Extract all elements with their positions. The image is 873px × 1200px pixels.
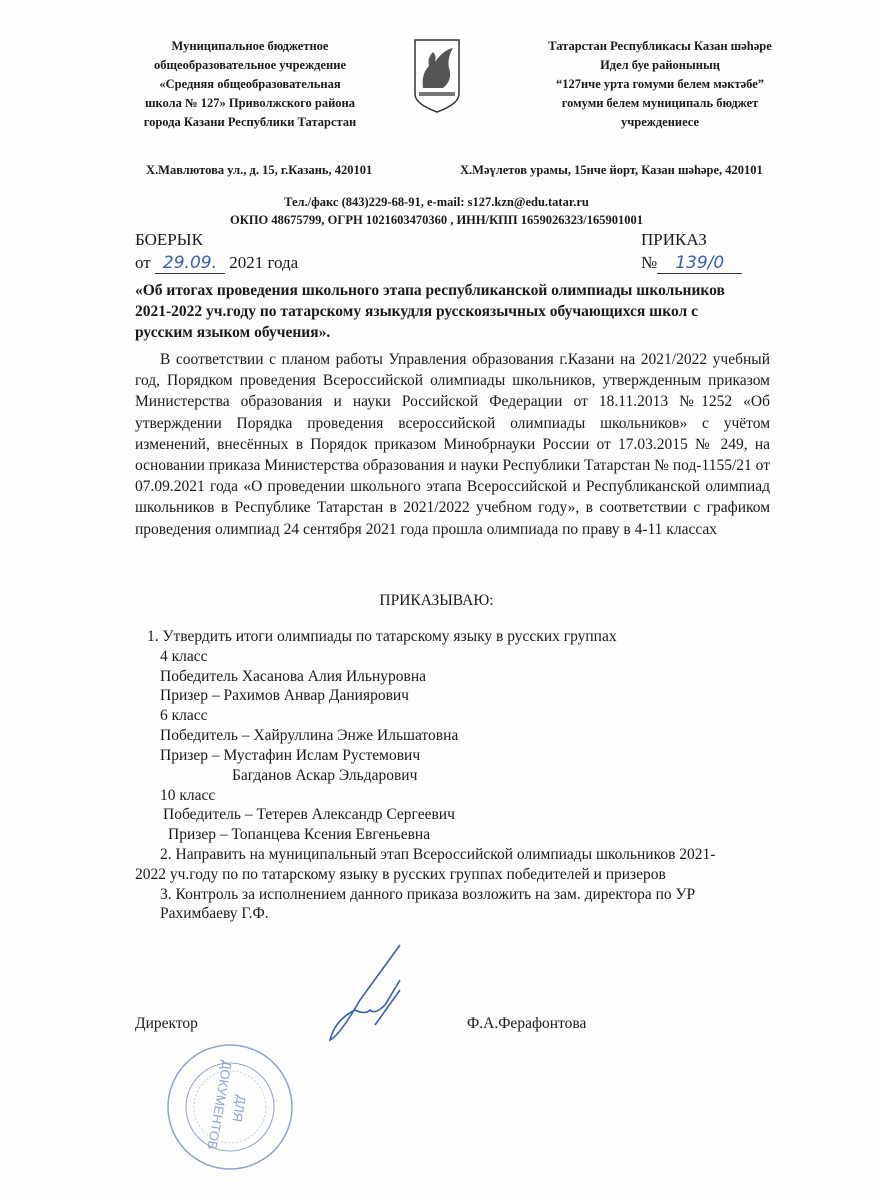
item-1: 1. Утвердить итоги олимпиады по татарскому языку в русских группах [147, 628, 617, 645]
winner: Победитель – Хайруллина Энже Ильшатовна [160, 727, 459, 744]
date-suffix: 2021 года [229, 253, 299, 272]
winner: Победитель Хасанова Алия Ильнуровна [160, 668, 427, 685]
grade-label: 4 класс [160, 648, 208, 665]
header-line: “127нче урта гомуми белем мәктәбе” [555, 77, 765, 91]
svg-text:ДОКУМЕНТОВ: ДОКУМЕНТОВ [204, 1059, 235, 1151]
order-number [641, 253, 742, 274]
phone-fax: Тел./факс (843)229-68-91, e-mail: [284, 195, 468, 209]
order-title [135, 280, 835, 343]
order-word: ПРИКАЗЫВАЮ: [379, 592, 494, 609]
header-line: города Казани Республики Татарстан [143, 115, 357, 129]
item-3: 3. Контроль за исполнением данного приказа возложить на зам. директора по УР [160, 886, 696, 903]
prize-winner: Призер – Мустафин Ислам Рустемович [160, 747, 421, 764]
official-stamp [165, 1042, 295, 1177]
number-prefix: № [641, 253, 658, 272]
contacts [0, 195, 873, 210]
item-2: 2. Направить на муниципальный этап Всероссийской олимпиады школьников 2021- [160, 846, 716, 863]
director-signature [300, 940, 410, 1055]
prize-winner: Призер – Топанцева Ксения Евгеньевна [168, 826, 431, 843]
prize-winner: Багданов Аскар Эльдарович [232, 767, 418, 784]
winner: Победитель – Тетерев Александр Сергеевич [163, 806, 455, 823]
director-name: Ф.А.Ферафонтова [467, 1015, 587, 1032]
address-tt: Х.Мәүлетов урамы, 15нче йорт, Казан шәһәре, 420101 [460, 163, 763, 177]
title-line: 2021-2022 уч.году по татарскому языкудля русскоязычных обучающихся школ с [135, 303, 698, 320]
prize-winner: Призер – Рахимов Анвар Даниярович [160, 687, 409, 704]
number-value: 139/0 [675, 253, 725, 273]
school-name-tt [510, 37, 810, 132]
grade-label: 10 класс [160, 787, 216, 804]
item-2-cont: 2022 уч.году по по татарскому языку в русских группах победителей и призеров [135, 866, 666, 883]
item-3-cont: Рахимбаеву Г.Ф. [160, 905, 269, 922]
order-label-tt: БОЕРЫК [135, 230, 203, 249]
date-prefix: от [135, 253, 151, 272]
svg-text:ДЛЯ: ДЛЯ [229, 1094, 250, 1124]
date-value: 29.09. [162, 253, 217, 273]
title-line: русским языком обучения». [135, 324, 331, 341]
address-ru: Х.Мавлютова ул., д. 15, г.Казань, 420101 [146, 163, 373, 177]
header-line: учреждениесе [620, 115, 700, 129]
kazan-coat-of-arms-icon [413, 38, 461, 119]
header-line: гомуми белем муниципаль бюджет [561, 96, 759, 110]
header-line: Идел буе районының [600, 58, 720, 72]
preamble-paragraph: В соответствии с планом работы Управления образования г.Казани на 2021/2022 учебный год, Порядком проведения Всероссийской олимпиады школьников, утвержденным приказом Министерства образования и науки Российской Федерации от 18.11.2013 №1252 «Об утверждении Порядка проведения всероссийской олимпиады школьников» с учётом изменений, внесённых в Порядок приказом Минобрнауки России от 17.03.2015 № 249, на основании приказа Министерства образования и науки Республики Татарстан № под-1155/21 от 07.09.2021 года «О проведении школьного этапа Всероссийской и Республиканской олимпиад школьников в Республике Татарстан в 2021/2022 учебном году», в соответствии с графиком проведения олимпиад 24 сентября 2021 года прошла олимпиада по праву в 4-11 классах [135, 351, 770, 538]
order-date [135, 253, 298, 274]
date-handwritten [155, 253, 225, 274]
header-line: общеобразовательное учреждение [154, 58, 346, 72]
title-line: «Об итогах проведения школьного этапа республиканской олимпиады школьников [135, 282, 725, 299]
header-line: Татарстан Республикасы Казан шәһәре [548, 39, 772, 53]
number-handwritten [657, 253, 742, 274]
email-link[interactable]: s127.kzn@edu.tatar.ru [467, 195, 589, 209]
director-title: Директор [135, 1015, 198, 1032]
header-line: школа № 127» Приволжского района [144, 96, 356, 110]
order-label-ru: ПРИКАЗ [641, 230, 707, 249]
header-line: «Средняя общеобразовательная [159, 77, 341, 91]
header-line: Муниципальное бюджетное [171, 39, 329, 53]
registration-codes: ОКПО 48675799, ОГРН 1021603470360 , ИНН/КПП 1659026323/165901001 [230, 213, 643, 227]
school-name-ru [110, 37, 390, 132]
grade-label: 6 класс [160, 707, 208, 724]
